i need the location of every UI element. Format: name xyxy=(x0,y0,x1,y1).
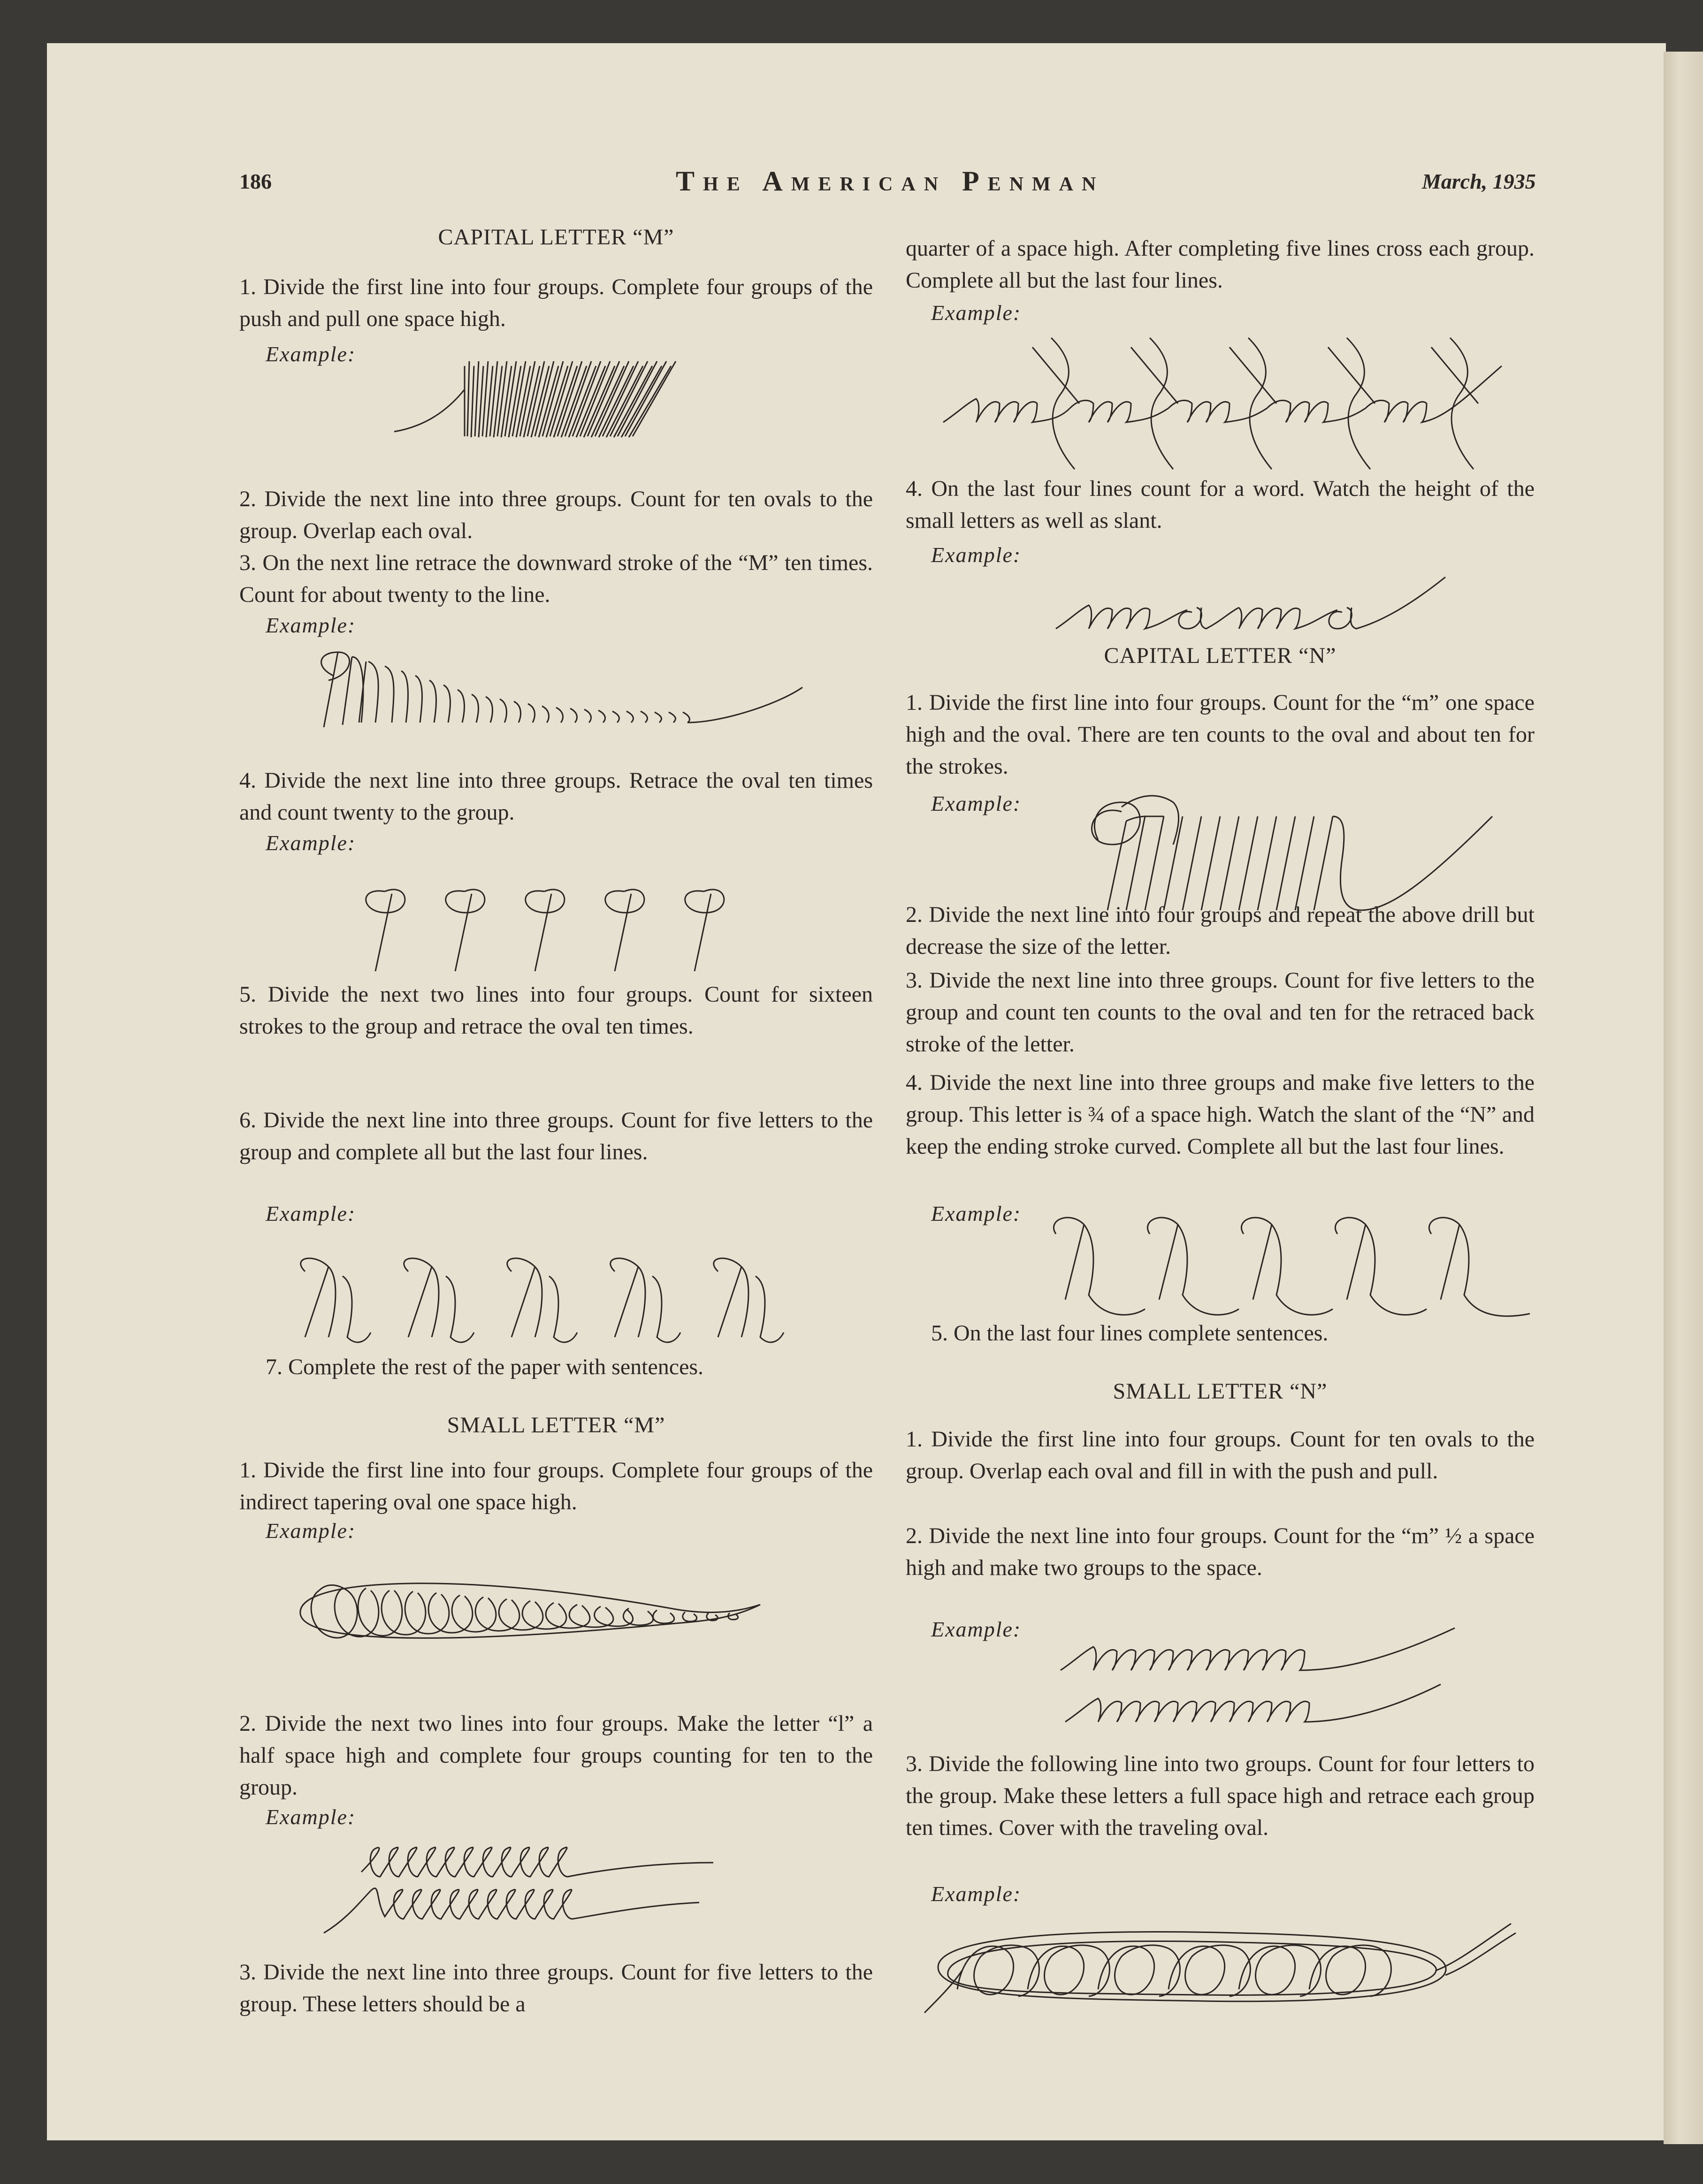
capital-n-step2: 2. Divide the next line into four groups and repeat the above drill but decrease the size of the letter. xyxy=(906,902,1535,959)
example-label: Example: xyxy=(931,543,1022,567)
capital-n-step4: 4. Divide the next line into three groups and make five letters to the group. This letter is ¾ of a space high. Watch the slant of the “N” and keep the ending stroke curved. Complete all but the last four lines. xyxy=(906,1070,1535,1159)
heading-capital-n: CAPITAL LETTER “N” xyxy=(1104,643,1336,668)
example-label: Example: xyxy=(931,1882,1022,1906)
small-l-sample xyxy=(319,1839,812,1942)
capital-m-oval-sample xyxy=(357,877,765,976)
small-m-step2: 2. Divide the next two lines into four groups. Make the letter “l” a half space high and complete four groups counting for ten to the group. xyxy=(239,1711,873,1800)
capital-m-step4: 4. Divide the next line into three groups. Retrace the oval ten times and count twenty to the group. xyxy=(239,768,873,825)
tapering-oval-sample xyxy=(291,1562,831,1666)
example-label: Example: xyxy=(266,1519,356,1543)
example-label: Example: xyxy=(266,613,356,637)
capital-m-step2: 2. Divide the next line into three groups. Count for ten ovals to the group. Overlap each oval. xyxy=(239,487,873,543)
magazine-title: The American Penman xyxy=(676,166,1105,197)
heading-capital-m: CAPITAL LETTER “M” xyxy=(438,225,674,250)
push-pull-drill-sample xyxy=(394,357,760,446)
example-label: Example: xyxy=(266,831,356,855)
heading-small-n: SMALL LETTER “N” xyxy=(1113,1379,1328,1404)
page-number: 186 xyxy=(239,169,272,193)
traveling-oval-sample xyxy=(920,1919,1539,2022)
small-n-step3: 3. Divide the following line into two groups. Count for four letters to the group. Make these letters a full space high and retrace each group ten times. Cover with the traveling oval. xyxy=(906,1751,1535,1840)
capital-n-letter-sample xyxy=(1037,1206,1535,1323)
capital-m-letter-sample xyxy=(277,1248,849,1351)
heading-small-m: SMALL LETTER “M” xyxy=(447,1413,665,1438)
capital-n-step1: 1. Divide the first line into four groups. Count for the “m” one space high and the oval. There are ten counts to the oval and about ten for the strokes. xyxy=(906,690,1535,779)
half-space-m-sample xyxy=(1056,1623,1478,1731)
small-n-step1: 1. Divide the first line into four groups. Count for ten ovals to the group. Overlap each oval and fill in with the push and pull. xyxy=(906,1427,1535,1484)
word-mama-sample xyxy=(1051,568,1464,643)
example-label: Example: xyxy=(266,1202,356,1225)
small-m-step3: 3. Divide the next line into three groups. Count for five letters to the group. These letters should be a xyxy=(239,1960,873,2017)
page-edge xyxy=(1664,52,1703,2144)
example-label: Example: xyxy=(931,791,1022,815)
small-m-step3-continued: quarter of a space high. After completing five lines cross each group. Complete all but the last four lines. xyxy=(906,236,1535,293)
issue-date: March, 1935 xyxy=(1422,169,1536,193)
crossed-small-m-sample xyxy=(939,328,1530,479)
capital-m-step7: 7. Complete the rest of the paper with sentences. xyxy=(266,1355,704,1379)
capital-m-step6: 6. Divide the next line into three groups. Count for five letters to the group and complete all but the last four lines. xyxy=(239,1108,873,1164)
capital-n-step5: 5. On the last four lines complete sentences. xyxy=(931,1321,1329,1346)
small-m-step4: 4. On the last four lines count for a word. Watch the height of the small letters as well as slant. xyxy=(906,476,1535,533)
example-label: Example: xyxy=(931,301,1022,325)
small-n-step2: 2. Divide the next line into four groups. Count for the “m” ½ a space high and make two groups to the space. xyxy=(906,1523,1535,1580)
capital-m-step3: 3. On the next line retrace the downward stroke of the “M” ten times. Count for about twenty to the line. xyxy=(239,550,873,607)
example-label: Example: xyxy=(931,1617,1022,1641)
example-label: Example: xyxy=(931,1202,1022,1225)
capital-m-step1: 1. Divide the first line into four groups. Complete four groups of the push and pull one space high. xyxy=(239,274,873,331)
example-label: Example: xyxy=(266,1805,356,1829)
capital-m-step5: 5. Divide the next two lines into four groups. Count for sixteen strokes to the group and retrace the oval ten times. xyxy=(239,982,873,1039)
capital-n-step3: 3. Divide the next line into three groups. Count for five letters to the group and count ten counts to the oval and ten for the retraced back stroke of the letter. xyxy=(906,968,1535,1057)
example-label: Example: xyxy=(266,342,356,366)
small-m-step1: 1. Divide the first line into four groups. Complete four groups of the indirect tapering oval one space high. xyxy=(239,1458,873,1514)
capital-m-retrace-sample xyxy=(310,647,826,732)
